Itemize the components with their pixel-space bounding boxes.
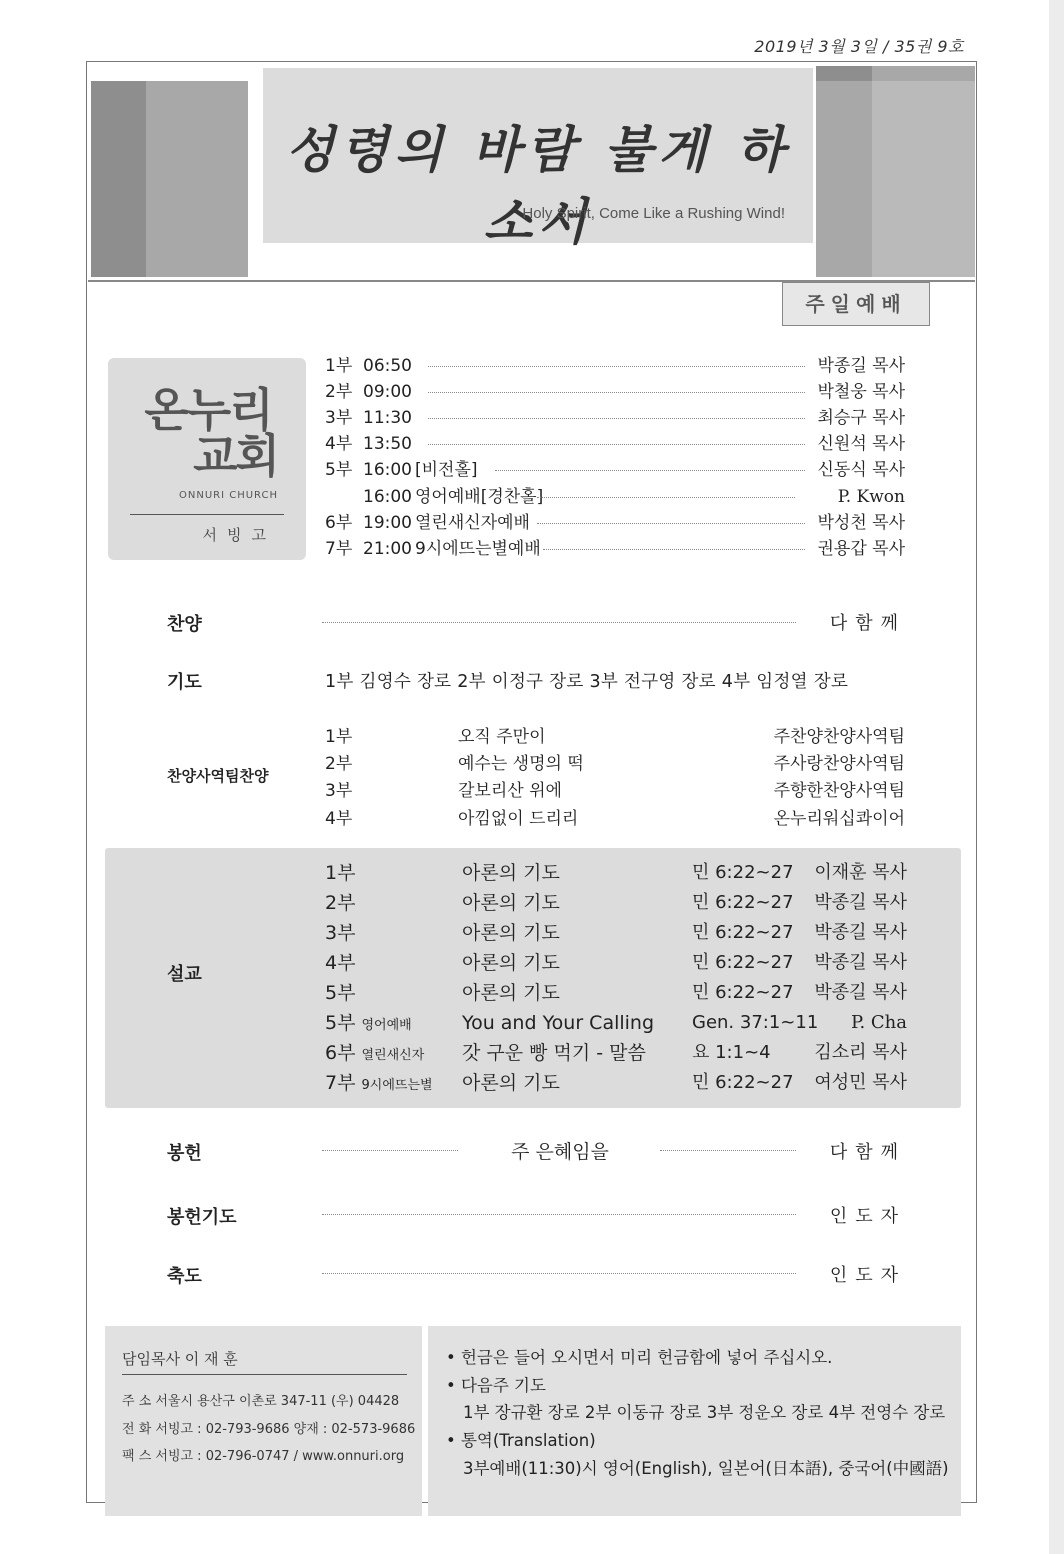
worship-tag: 주일예배 <box>782 282 930 326</box>
service-row: 7부 21:00 9시에뜨는별예배 권용갑 목사 <box>325 539 905 559</box>
notice-item: 3부예배(11:30)시 영어(English), 일본어(日本語), 중국어(中國語) <box>463 1459 949 1478</box>
church-info <box>105 1326 422 1516</box>
main-title-english: Holy Spirit, Come Like a Rushing Wind! <box>522 205 785 222</box>
offering-prayer-who: 인도자 <box>829 1206 906 1227</box>
notice-item: • 다음주 기도 <box>446 1376 546 1395</box>
hymn-who: 다함께 <box>829 613 906 634</box>
sermon-row: 4부 아론의 기도 민 6:22~27 박종길 목사 <box>325 952 907 974</box>
praise-label: 찬양사역팀찬양 <box>167 767 269 785</box>
main-title: 성령의 바람 불게 하소서 <box>285 120 791 251</box>
benediction-who: 인도자 <box>829 1265 906 1286</box>
logo-divider <box>130 514 284 515</box>
hymn-dots <box>322 622 796 623</box>
prayer-label: 기도 <box>167 672 202 693</box>
sermon-row: 3부 아론의 기도 민 6:22~27 박종길 목사 <box>325 922 907 944</box>
sermon-row: 6부 열린새신자 갓 구운 빵 먹기 - 말씀 요 1:1~4 김소리 목사 <box>325 1042 907 1064</box>
notice-item: • 통역(Translation) <box>446 1431 596 1450</box>
sermon-row: 7부 9시에뜨는별 아론의 기도 민 6:22~27 여성민 목사 <box>325 1072 907 1094</box>
praise-row: 4부 아낌없이 드리리 온누리워십콰이어 <box>325 809 905 829</box>
church-logo <box>108 358 306 560</box>
notice-item: 1부 장규환 장로 2부 이동규 장로 3부 정운오 장로 4부 전영수 장로 <box>463 1403 946 1422</box>
logo-text-top: 온누리 <box>144 383 272 437</box>
offering-dots-left <box>322 1150 458 1151</box>
page-edge <box>1049 0 1064 1554</box>
offering-who: 다함께 <box>829 1142 906 1163</box>
sermon-row: 5부 영어예배 You and Your Calling Gen. 37:1~11 P. Cha <box>325 1012 907 1034</box>
offering-label: 봉헌 <box>167 1143 202 1164</box>
praise-row: 1부 오직 주만이 주찬양찬양사역팀 <box>325 727 905 747</box>
notices <box>428 1326 961 1516</box>
issue-date: 2019년 3월 3일 / 35권 9호 <box>754 37 964 56</box>
offering-dots-right <box>660 1150 796 1151</box>
service-row: 16:00 영어예배[경찬홀] P. Kwon <box>363 487 905 507</box>
sermon-row: 2부 아론의 기도 민 6:22~27 박종길 목사 <box>325 892 907 914</box>
service-row: 6부 19:00 열린새신자예배 박성천 목사 <box>325 513 905 533</box>
service-row: 2부 09:00 박철웅 목사 <box>325 382 905 402</box>
logo-english: ONNURI CHURCH <box>178 490 278 501</box>
benediction-label: 축도 <box>167 1266 202 1287</box>
prayer-text: 1부 김영수 장로 2부 이정구 장로 3부 전구영 장로 4부 임정열 장로 <box>325 672 849 692</box>
senior-pastor: 담임목사 이 재 훈 <box>122 1350 238 1368</box>
praise-row: 3부 갈보리산 위에 주향한찬양사역팀 <box>325 781 905 801</box>
fax-website: 팩 스 서빙고 : 02-796-0747 / www.onnuri.org <box>122 1449 405 1464</box>
service-row: 3부 11:30 최승구 목사 <box>325 408 905 428</box>
info-divider <box>122 1374 407 1375</box>
title-box <box>263 68 813 251</box>
offering-hymn: 주 은혜임을 <box>511 1141 609 1163</box>
logo-text-bottom: 교회 <box>193 429 278 483</box>
praise-row: 2부 예수는 생명의 떡 주사랑찬양사역팀 <box>325 754 905 774</box>
offering-prayer-dots <box>322 1214 796 1215</box>
phone: 전 화 서빙고 : 02-793-9686 양재 : 02-573-9686 <box>122 1422 416 1437</box>
sermon-row: 5부 아론의 기도 민 6:22~27 박종길 목사 <box>325 982 907 1004</box>
offering-prayer-label: 봉헌기도 <box>167 1207 237 1228</box>
logo-branch: 서빙고 <box>202 526 276 544</box>
sermon-label: 설교 <box>167 964 202 985</box>
service-row: 4부 13:50 신원석 목사 <box>325 434 905 454</box>
benediction-dots <box>322 1273 796 1274</box>
service-row: 1부 06:50 박종길 목사 <box>325 356 905 376</box>
sermon-row: 1부 아론의 기도 민 6:22~27 이재훈 목사 <box>325 862 907 884</box>
service-row: 5부 16:00 [비전홀] 신동식 목사 <box>325 460 905 480</box>
address: 주 소 서울시 용산구 이촌로 347-11 (우) 04428 <box>122 1394 400 1409</box>
notice-item: • 헌금은 들어 오시면서 미리 헌금함에 넣어 주십시오. <box>446 1348 833 1367</box>
hymn-label: 찬양 <box>167 614 202 635</box>
